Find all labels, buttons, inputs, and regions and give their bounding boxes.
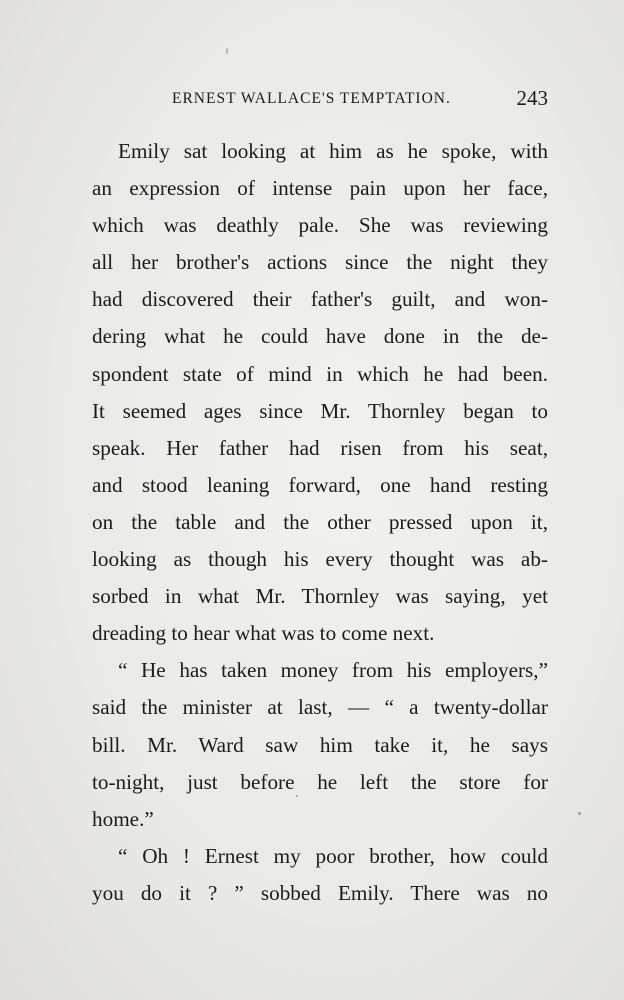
text-line: said the minister at last, — “ a twenty-dollar (92, 695, 548, 720)
text-line: “ He has taken money from his employers,” (118, 658, 548, 683)
text-line: It seemed ages since Mr. Thornley began to (92, 398, 548, 423)
body-text (92, 133, 548, 912)
paper-speck (296, 795, 298, 797)
text-line: had discovered their father's guilt, and won- (92, 287, 548, 312)
text-line: and stood leaning forward, one hand resting (92, 472, 548, 497)
text-line: dering what he could have done in the de- (92, 324, 548, 349)
text-line: dreading to hear what was to come next. (92, 621, 435, 646)
text-line: spondent state of mind in which he had been. (92, 361, 548, 386)
paper-speck (226, 48, 228, 54)
text-line: on the table and the other pressed upon it, (92, 509, 548, 534)
text-line: home.” (92, 806, 154, 831)
text-line: sorbed in what Mr. Thornley was saying, yet (92, 584, 548, 609)
page-number: 243 (516, 86, 548, 110)
paper-speck (578, 812, 581, 815)
text-line: to-night, just before he left the store for (92, 769, 548, 794)
text-line: looking as though his every thought was ab- (92, 547, 548, 572)
text-line: bill. Mr. Ward saw him take it, he says (92, 732, 548, 757)
text-line: speak. Her father had risen from his seat, (92, 435, 548, 460)
text-line: you do it ? ” sobbed Emily. There was no (92, 880, 548, 905)
text-line: “ Oh ! Ernest my poor brother, how could (118, 843, 548, 868)
text-line: which was deathly pale. She was reviewing (92, 213, 548, 238)
page-header (92, 86, 548, 116)
text-line: an expression of intense pain upon her face, (92, 176, 548, 201)
running-head: ERNEST WALLACE'S TEMPTATION. (172, 90, 451, 107)
text-line: all her brother's actions since the night they (92, 250, 548, 275)
text-line: Emily sat looking at him as he spoke, with (118, 139, 548, 163)
